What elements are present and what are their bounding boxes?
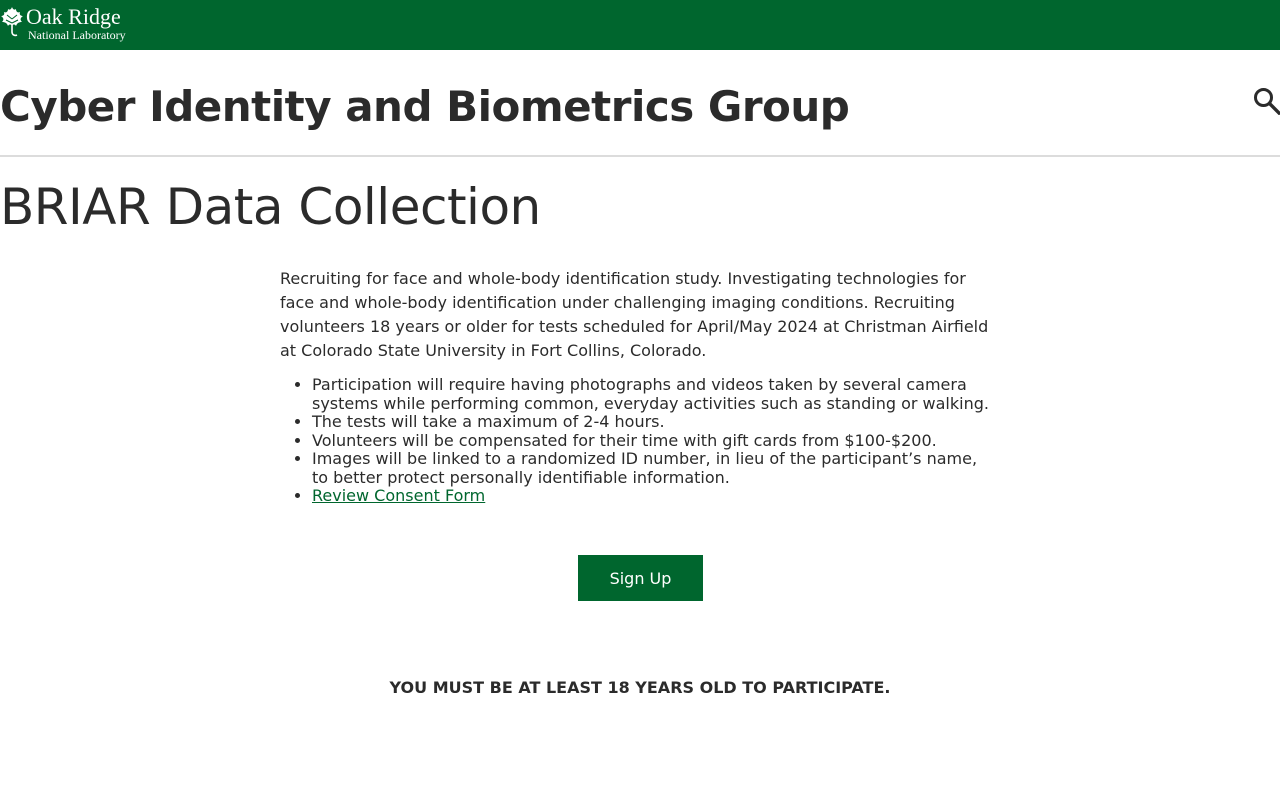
- age-requirement-notice: YOU MUST BE AT LEAST 18 YEARS OLD TO PARTICIPATE.: [389, 678, 891, 697]
- details-list: [280, 376, 995, 506]
- review-consent-form-link[interactable]: Review Consent Form: [312, 486, 486, 505]
- top-brand-bar: [0, 0, 1280, 50]
- logo-line-1: Oak Ridge: [26, 4, 121, 29]
- list-item-consent: [312, 487, 995, 506]
- ornl-logo-link[interactable]: [0, 5, 126, 43]
- intro-paragraph: Recruiting for face and whole-body identification study. Investigating technologies for face and whole-body identification under challenging imaging conditions. Recruiting volunteers 18 years or older for tests scheduled for April/May 2024 at Christman Airfield at Colorado State University in Fort Collins, Colorado.: [280, 269, 989, 360]
- list-item: • Images will be linked to a randomized ID number, in lieu of the participant’s name, to better protect personally identifiable information.: [312, 450, 995, 487]
- sign-up-button[interactable]: Sign Up: [578, 555, 703, 601]
- search-icon: [1253, 103, 1280, 118]
- logo-line-2: National Laboratory: [28, 28, 126, 42]
- main-content: [280, 267, 995, 506]
- list-item: • Volunteers will be compensated for their time with gift cards from $100-$200.: [312, 432, 995, 451]
- oak-leaf-icon: [0, 5, 24, 39]
- search-button[interactable]: [1252, 86, 1280, 118]
- site-header: [0, 50, 1280, 157]
- logo-wordmark: [26, 5, 126, 41]
- list-item: • The tests will take a maximum of 2-4 hours.: [312, 413, 995, 432]
- site-title[interactable]: Cyber Identity and Biometrics Group: [0, 82, 850, 131]
- page-title: BRIAR Data Collection: [0, 178, 541, 236]
- list-item: • Participation will require having photographs and videos taken by several camera systems while performing common, everyday activities such as standing or walking.: [312, 376, 995, 413]
